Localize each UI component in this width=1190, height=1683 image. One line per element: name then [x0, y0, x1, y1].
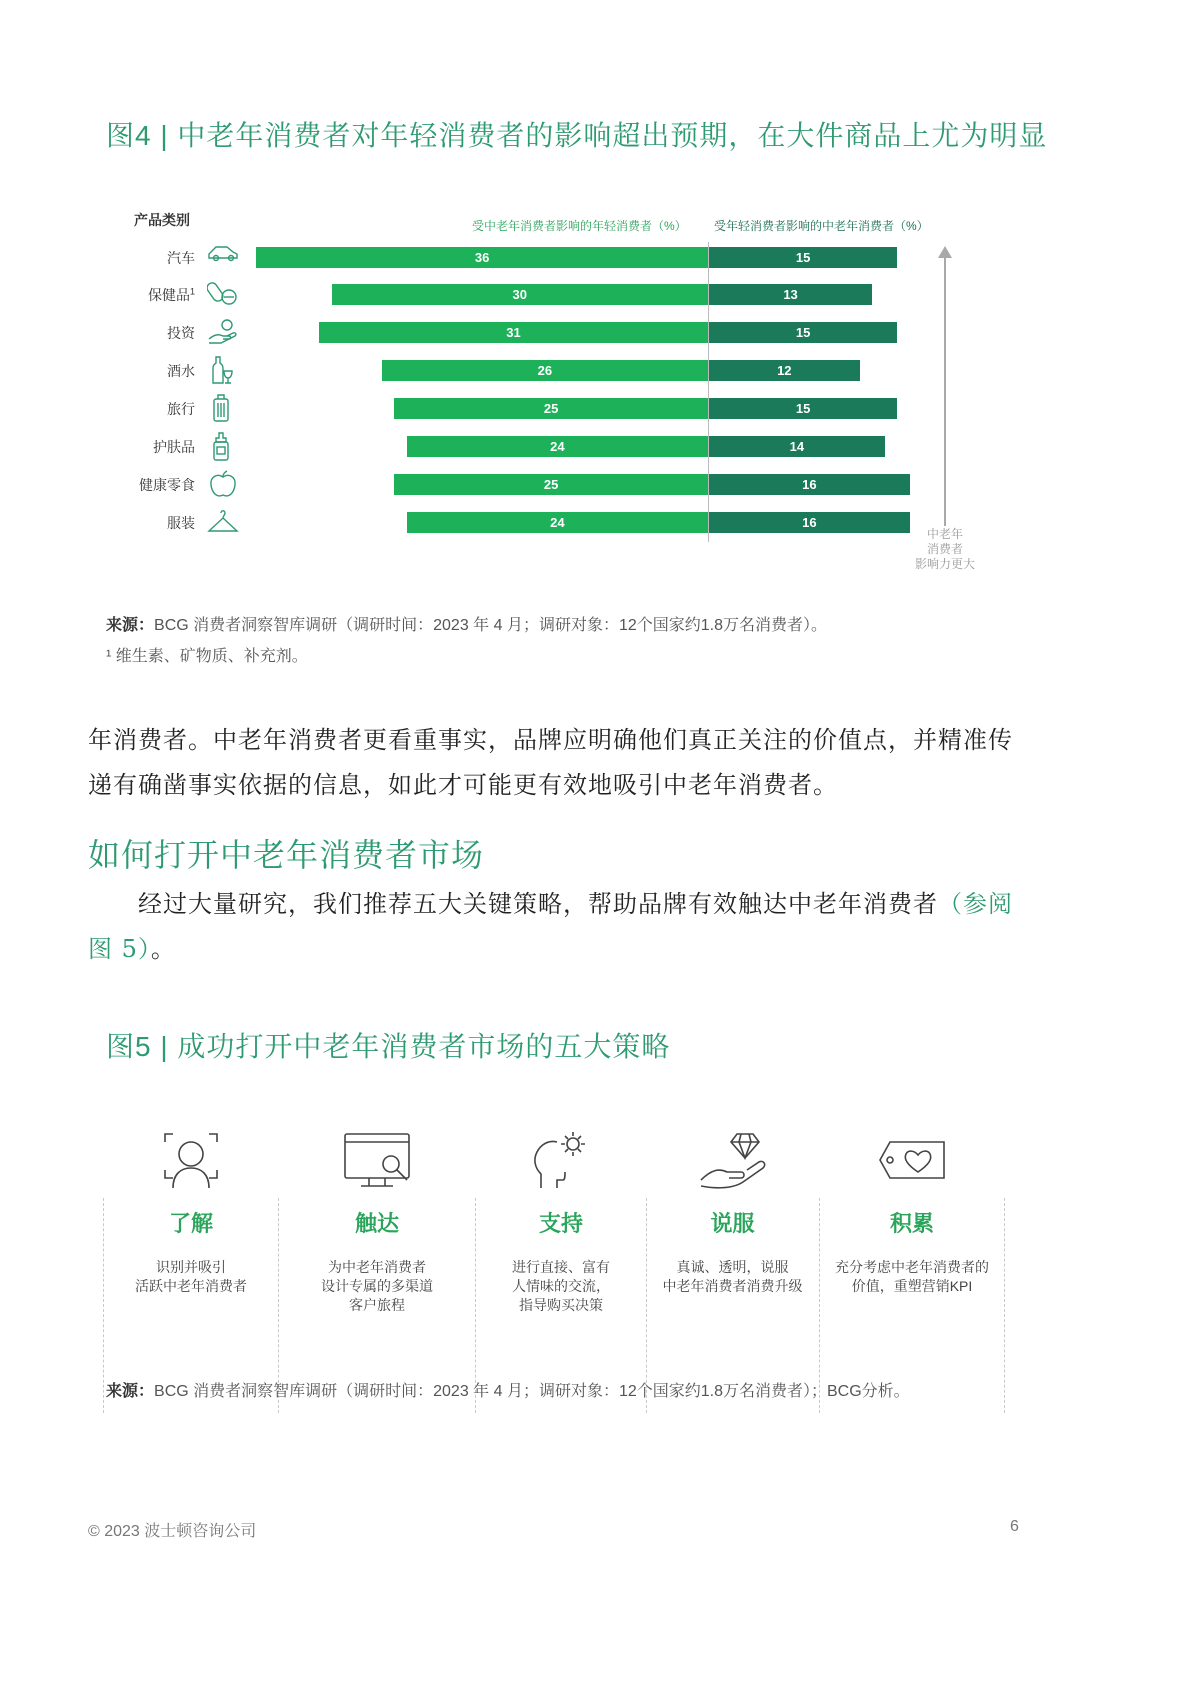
- category-label: [125, 361, 195, 381]
- figure5-title: 图5 | 成功打开中老年消费者市场的五大策略: [106, 1031, 671, 1062]
- desc-line: 真诚、透明，说服: [676, 1259, 789, 1275]
- figure5-source: [106, 1378, 910, 1401]
- strategy-reach: [290, 1128, 464, 1315]
- strategy-support: [482, 1128, 640, 1315]
- bar-left: 26: [382, 360, 708, 381]
- figure4-chart: [0, 0, 1190, 600]
- strategy-desc: [110, 1258, 272, 1296]
- figure4-footnote: ¹ 维生素、矿物质、补充剂。: [106, 648, 308, 665]
- left-series-header: 受中老年消费者影响的年轻消费者（%）: [472, 219, 687, 233]
- strategy-desc: [290, 1258, 464, 1315]
- body-paragraph-1: [88, 718, 1013, 808]
- source-text: BCG 消费者洞察智库调研（调研时间：2023 年 4 月；调研对象：12个国家约1.8万名消费者）。: [154, 617, 828, 634]
- bar-left: 25: [394, 474, 708, 495]
- desc-line: 客户旅程: [349, 1297, 405, 1313]
- body-line: 递有确凿事实依据的信息，如此才可能更有效地吸引中老年消费者。: [88, 771, 838, 799]
- head-gear-icon: [529, 1128, 593, 1192]
- bar-left: 25: [394, 398, 708, 419]
- bar-left: 24: [407, 512, 708, 533]
- source-label: 来源：: [106, 1383, 155, 1400]
- category-label: [125, 285, 195, 305]
- desc-line: 为中老年消费者: [328, 1259, 426, 1275]
- desc-line: 人情味的交流，: [512, 1278, 610, 1294]
- category-label-text: 服装: [167, 514, 195, 531]
- arrow-label: [905, 527, 985, 572]
- category-label-text: 酒水: [167, 363, 195, 380]
- strategy-title: 积累: [889, 1211, 934, 1236]
- category-label: [125, 475, 195, 495]
- category-label-text: 保健品: [147, 287, 190, 304]
- bar-right: 16: [709, 512, 910, 533]
- category-label: [125, 513, 195, 533]
- para2-end: 。: [150, 935, 176, 963]
- strategy-title: 说服: [710, 1211, 755, 1236]
- strategy-desc: [650, 1258, 815, 1296]
- strategy-accumulate: [824, 1128, 1000, 1296]
- category-header: 产品类别: [134, 212, 190, 228]
- desc-line: 活跃中老年消费者: [135, 1278, 247, 1294]
- hanger-icon: [207, 507, 239, 539]
- bar-right: 16: [709, 474, 910, 495]
- strategy-desc: [824, 1258, 1000, 1296]
- skincare-bottle-icon: [207, 431, 239, 463]
- source-label: 来源：: [106, 617, 155, 634]
- bar-left: 36: [256, 247, 708, 268]
- category-label-text: 护肤品: [153, 439, 195, 455]
- page-number: 6: [1010, 1518, 1019, 1535]
- strategy-desc: [482, 1258, 640, 1315]
- wine-bottle-icon: [207, 355, 239, 387]
- desc-line: 价值，重塑营销KPI: [851, 1278, 973, 1294]
- category-label-text: 旅行: [167, 401, 195, 418]
- strategy-understand: [110, 1128, 272, 1296]
- category-label-text: 健康零食: [139, 476, 195, 493]
- category-footnote-marker: 1: [189, 286, 195, 297]
- figure4-source: [106, 612, 827, 635]
- desc-line: 识别并吸引: [156, 1259, 226, 1275]
- bar-right: 15: [709, 247, 897, 268]
- hand-diamond-icon: [697, 1128, 769, 1192]
- face-scan-icon: [159, 1128, 223, 1192]
- desc-line: 中老年消费者消费升级: [662, 1278, 803, 1294]
- right-series-header: 受年轻消费者影响的中老年消费者（%）: [714, 219, 929, 233]
- category-label: [125, 399, 195, 419]
- strategy-title: 触达: [354, 1211, 399, 1236]
- arrow-label-line: 消费者: [926, 542, 963, 556]
- bar-right: 14: [709, 436, 885, 457]
- pills-icon: [207, 279, 239, 311]
- desc-line: 设计专属的多渠道: [321, 1278, 433, 1294]
- para2-text: 经过大量研究，我们推荐五大关键策略，帮助品牌有效触达中老年消费者: [138, 890, 938, 918]
- influence-arrow: [930, 244, 960, 529]
- apple-icon: [207, 469, 239, 501]
- category-label-text: 汽车: [167, 249, 195, 266]
- category-label: [125, 323, 195, 343]
- investment-hand-icon: [207, 317, 239, 349]
- luggage-icon: [207, 393, 239, 425]
- figure4-title: 图4 | 中老年消费者对年轻消费者的影响超出预期，在大件商品上尤为明显: [106, 120, 1048, 151]
- divider: [103, 1198, 104, 1413]
- section-heading: 如何打开中老年消费者市场: [88, 837, 485, 873]
- bar-left: 31: [319, 322, 708, 343]
- bar-left: 24: [407, 436, 708, 457]
- category-label: [125, 248, 195, 268]
- desc-line: 进行直接、富有: [512, 1259, 610, 1275]
- strategy-title: 了解: [168, 1211, 213, 1236]
- bar-right: 15: [709, 398, 897, 419]
- car-icon: [207, 242, 239, 274]
- arrow-label-line: 中老年: [926, 527, 963, 541]
- category-label-text: 投资: [167, 325, 195, 342]
- bar-right: 12: [709, 360, 860, 381]
- body-paragraph-2: [88, 882, 1028, 972]
- category-label: [125, 437, 195, 457]
- desc-line: 充分考虑中老年消费者的: [835, 1259, 989, 1275]
- source-text: BCG 消费者洞察智库调研（调研时间：2023 年 4 月；调研对象：12个国家约1.8万名消费者）；BCG分析。: [154, 1383, 910, 1400]
- bar-left: 30: [332, 284, 709, 305]
- heart-tag-icon: [876, 1128, 948, 1192]
- figure5-reference-link[interactable]: （参阅图 5）: [88, 890, 1013, 963]
- divider: [1004, 1198, 1005, 1413]
- copyright: © 2023 波士顿咨询公司: [88, 1523, 257, 1540]
- strategy-title: 支持: [538, 1211, 583, 1236]
- desc-line: 指导购买决策: [519, 1297, 603, 1313]
- strategy-persuade: [650, 1128, 815, 1296]
- bar-right: 15: [709, 322, 897, 343]
- arrow-label-line: 影响力更大: [914, 557, 975, 571]
- bar-right: 13: [709, 284, 872, 305]
- body-line: 年消费者。中老年消费者更看重事实，品牌应明确他们真正关注的价值点，并精准传: [88, 726, 1013, 754]
- monitor-search-icon: [341, 1128, 413, 1192]
